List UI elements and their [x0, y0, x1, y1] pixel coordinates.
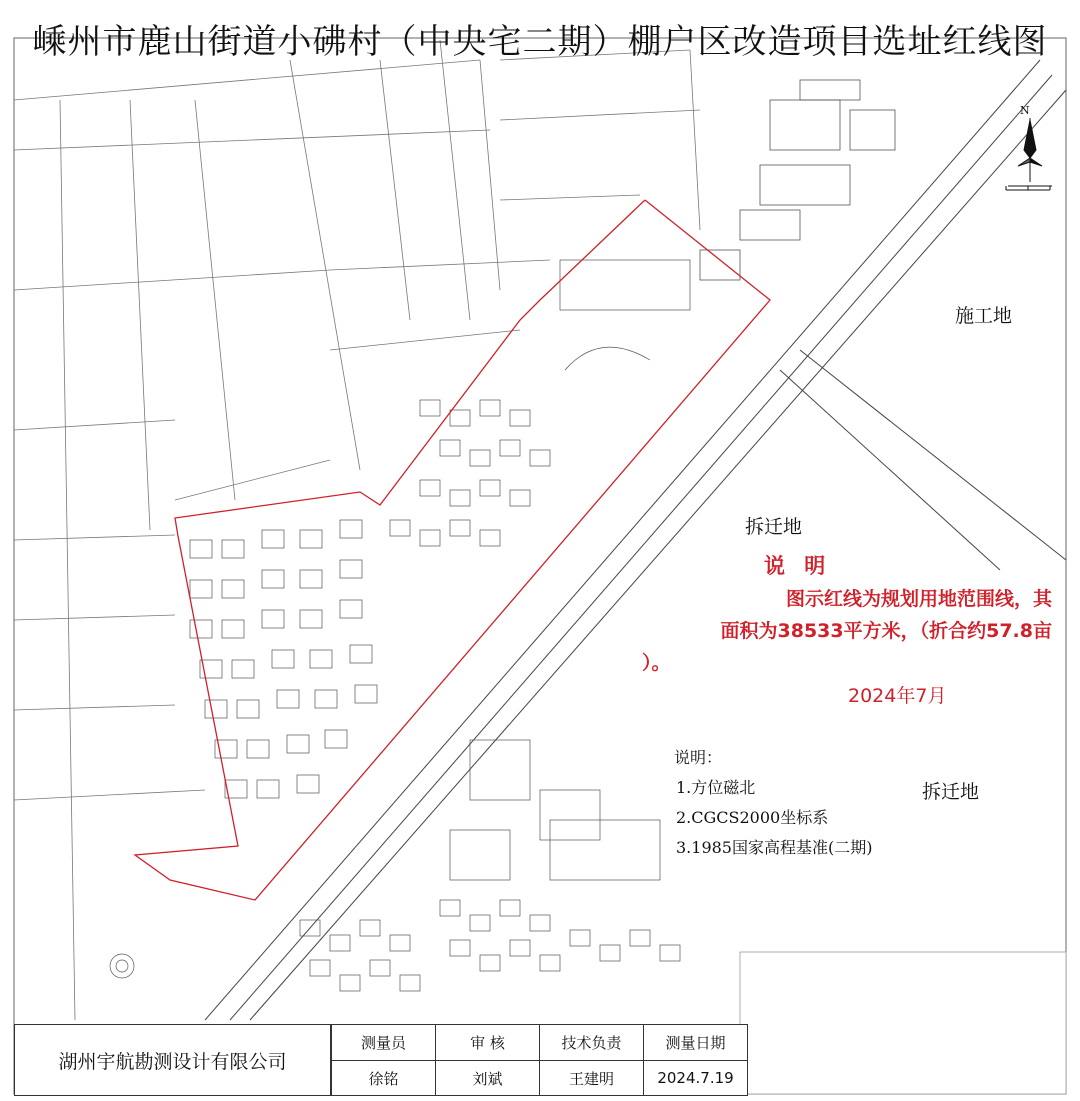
value-survey-date: 2024.7.19	[643, 1060, 747, 1095]
remarks-item: 3.1985国家高程基准(二期)	[676, 838, 873, 857]
value-technical-lead: 王建明	[539, 1060, 643, 1095]
value-surveyor: 徐铭	[331, 1060, 435, 1095]
north-arrow-icon	[1008, 118, 1052, 186]
company-name: 湖州宇航勘测设计有限公司	[15, 1025, 331, 1095]
remarks-item: 1.方位磁北	[676, 778, 756, 797]
town-blocks-south	[110, 740, 680, 991]
header-surveyor: 测量员	[331, 1025, 435, 1060]
map-title: 嵊州市鹿山街道小砩村（中央宅二期）棚户区改造项目选址红线图	[32, 22, 1048, 62]
scale-bar	[1006, 186, 1050, 190]
label-demolition-site-north: 拆迁地	[745, 516, 803, 538]
remarks-item: 2.CGCS2000坐标系	[676, 808, 829, 827]
header-review: 审 核	[435, 1025, 539, 1060]
remarks-heading: 说明：	[674, 748, 723, 767]
note-line-3: ）。	[642, 652, 671, 674]
main-road	[205, 60, 1066, 1020]
note-heading: 说 明	[764, 554, 832, 578]
title-block	[14, 1024, 748, 1096]
label-demolition-site-south: 拆迁地	[922, 781, 980, 803]
note-body	[632, 583, 1052, 679]
header-survey-date: 测量日期	[643, 1025, 747, 1060]
parcel-lines	[14, 40, 700, 1020]
building-blocks-ne	[700, 80, 895, 280]
note-date: 2024年7月	[848, 685, 947, 707]
note-line-2: 面积为38533平方米，（折合约57.8亩	[720, 620, 1052, 642]
label-construction-site: 施工地	[955, 305, 1013, 327]
note-line-1: 图示红线为规划用地范围线，其	[785, 588, 1052, 610]
north-label: N	[1020, 104, 1030, 117]
remarks	[674, 743, 872, 863]
header-technical-lead: 技术负责	[539, 1025, 643, 1060]
site-blocks	[390, 260, 690, 546]
value-review: 刘斌	[435, 1060, 539, 1095]
residential-grid	[190, 520, 377, 798]
